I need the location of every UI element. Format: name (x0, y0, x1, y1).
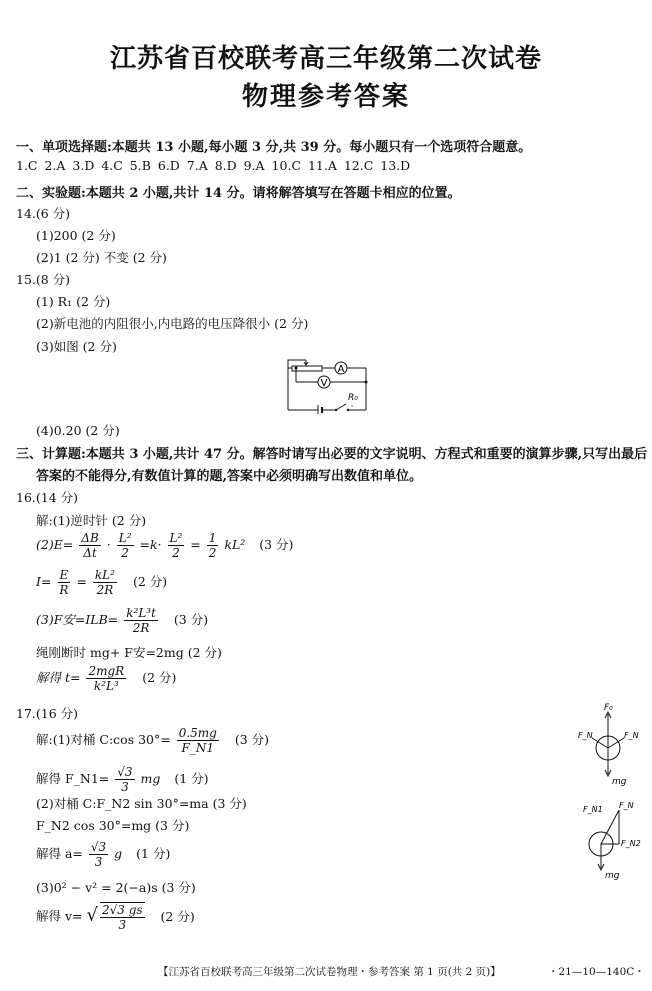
resistor-label: R₀ (348, 393, 358, 403)
q15-part4: (4)0.20 (2 分) (36, 423, 120, 438)
q15-heading: 15.(8 分) (16, 272, 71, 287)
fbd1-right-force: F_N (624, 731, 639, 740)
fbd2-weight: mg (605, 871, 620, 881)
fbd1-weight: mg (612, 777, 627, 787)
free-body-diagram-2 (575, 796, 647, 884)
q15-part2: (2)新电池的内阻很小,内电路的电压降很小 (2 分) (36, 316, 309, 331)
fbd2-fn1: F_N1 (583, 805, 603, 814)
q17-part1-equation: 解:(1)对桶 C:cos 30°= $\frac{0.5mg}{F\_N1}$ (3 分) (36, 726, 270, 755)
q16-heading: 16.(14 分) (16, 490, 79, 505)
q16-part4: 绳刚断时 mg+ F安=2mg (2 分) (36, 645, 222, 660)
q16-part5-equation: 解得 t= $\frac{\text{2mgR}}{\text{k²L³}}$ (2 分) (36, 664, 177, 693)
footer-code: ・21—10—140C・ (548, 966, 645, 978)
voltmeter-label: V (320, 378, 328, 389)
ammeter-label: A (337, 364, 345, 375)
page-subtitle: 物理参考答案 (241, 82, 410, 112)
page-title: 江苏省百校联考高三年级第二次试卷 (109, 44, 542, 74)
q17-part6: (3)0² − v² = 2(−a)s (3 分) (36, 880, 196, 895)
free-body-diagram-1 (570, 700, 642, 790)
q17-heading: 17.(16 分) (16, 706, 79, 721)
q17-part3: (2)对桶 C:F_N2 sin 30°=ma (3 分) (36, 796, 247, 811)
q14-part1: (1)200 (2 分) (36, 228, 116, 243)
q16-part1: 解:(1)逆时针 (2 分) (36, 513, 147, 528)
q17-part7-equation: 解得 v= √ $\frac{2√3 gs}{3}$ (2 分) (36, 903, 195, 932)
q17-part5-equation: 解得 a= $\frac{√3}{3}$ g (1 分) (36, 840, 171, 869)
circuit-diagram (280, 356, 376, 414)
section2-heading: 二、实验题:本题共 2 小题,共计 14 分。请将解答填写在答题卡相应的位置。 (16, 186, 461, 201)
q15-part1: (1) R₁ (2 分) (36, 294, 111, 309)
fbd1-top-force: F₀ (604, 703, 613, 713)
q17-part2-equation: 解得 F_N1= $\frac{√3}{3}$ mg (1 分) (36, 765, 209, 794)
section1-heading: 一、单项选择题:本题共 13 小题,每小题 3 分,共 39 分。每小题只有一个选项符合题意。 (16, 140, 532, 155)
section3-heading-line2: 答案的不能得分,有数值计算的题,答案中必须明确写出数值和单位。 (36, 469, 423, 484)
footer-left: 【江苏省百校联考高三年级第二次试卷物理・参考答案 第 1 页(共 2 页)】 (158, 966, 501, 978)
q16-part3-equation: (3)F安=ILB= $\frac{\text{k²L³t}}{2R}$ (3 分) (36, 606, 209, 635)
fbd2-fn2: F_N2 (621, 839, 641, 848)
section3-heading-line1: 三、计算题:本题共 3 小题,共计 47 分。解答时请写出必要的文字说明、方程式和重要的演算步骤,只写出最后 (16, 447, 648, 462)
fbd2-fn: F_N (619, 801, 634, 810)
section1-answers: 1.C 2.A 3.D 4.C 5.B 6.D 7.A 8.D 9.A 10.C 11.A 12.C 13.D (16, 158, 411, 173)
q16-part2-equation: (2)E= $\frac{\Delta B}{\Delta t}$ · $\frac{\text{L²}}{2}$ =k· $\frac{\text{L²}}{2}$ = $\frac{1}{2}$ kL² (3 分) (36, 531, 294, 560)
q15-part3: (3)如图 (2 分) (36, 339, 117, 354)
q17-part4: F_N2 cos 30°=mg (3 分) (36, 818, 190, 833)
q14-heading: 14.(6 分) (16, 206, 71, 221)
fbd1-left-force: F_N (578, 731, 593, 740)
q16-current-equation: I= $\frac{E}{R}$ = $\frac{\text{kL²}}{2R}$ (2 分) (36, 568, 168, 597)
q14-part2: (2)1 (2 分) 不变 (2 分) (36, 250, 167, 265)
